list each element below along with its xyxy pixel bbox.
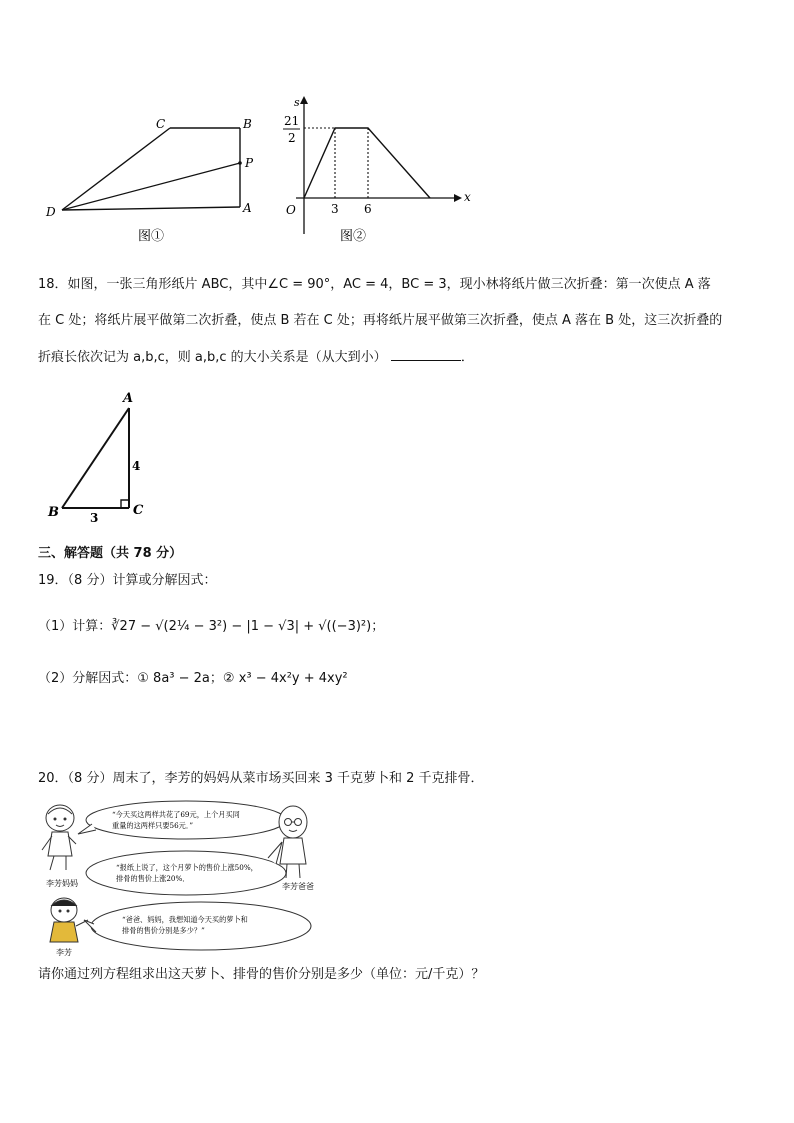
q18-line-3 — [38, 348, 474, 367]
q18-line-3-end: ． — [460, 350, 474, 365]
q20-title: 20．（8 分）周末了，李芳的妈妈从菜市场买回来 3 千克萝卜和 2 千克排骨． — [38, 771, 484, 786]
bubble-1-line-2: 重量的这两样只要56元．” — [112, 821, 194, 830]
q18-answer-blank[interactable] — [391, 348, 461, 361]
q19-title: 19．（8 分）计算或分解因式： — [38, 573, 217, 588]
q20-dialogue-illustration — [36, 800, 346, 960]
dad-name: 李芳爸爸 — [282, 882, 314, 891]
bubble-2-line-2: 排骨的售价上涨20%． — [116, 874, 190, 883]
bubble-2-line-1: “报纸上说了，这个月萝卜的售价上涨50%， — [116, 863, 258, 872]
fig1-label-D: D — [46, 205, 56, 219]
mom-name: 李芳妈妈 — [46, 879, 78, 888]
fig1-caption: 图① — [138, 229, 165, 244]
q18-line-3-text: 折痕长依次记为 a,b,c，则 a,b,c 的大小关系是（从大到小） — [38, 350, 387, 365]
fig2-tick-3: 3 — [331, 202, 339, 216]
q19-part-1: （1）计算：∛27 − √(2¼ − 3²) − |1 − √3| + √((−3)²)； — [38, 619, 385, 634]
fig2-label-O: O — [286, 203, 296, 217]
girl-figure — [50, 898, 88, 942]
fig1-label-A: A — [243, 201, 252, 215]
tri-side-bc: 3 — [90, 511, 99, 522]
girl-name: 李芳 — [56, 948, 72, 957]
bubble-1-line-1: “今天买这两样共花了69元，上个月买同 — [112, 810, 240, 819]
triangle-abc-figure — [40, 386, 160, 522]
tri-label-A: A — [123, 391, 134, 406]
tri-label-C: C — [133, 503, 144, 518]
mom-figure — [42, 805, 76, 870]
q18-line-2: 在 C 处；将纸片展平做第二次折叠，使点 B 若在 C 处；再将纸片展平做第三次折叠，使点 A 落在 B 处，这三次折叠的 — [38, 313, 723, 328]
fig2-caption: 图② — [340, 229, 367, 244]
tri-side-ac: 4 — [132, 459, 141, 473]
q18-line-1: 18．如图，一张三角形纸片 ABC，其中∠C = 90°，AC = 4，BC = 3，现小林将纸片做三次折叠：第一次使点 A 落 — [38, 277, 711, 292]
fig2-tick-6: 6 — [364, 202, 372, 216]
q20-question: 请你通过列方程组求出这天萝卜、排骨的售价分别是多少（单位：元/千克）？ — [38, 967, 485, 982]
tri-label-B: B — [48, 505, 59, 520]
fig2-label-s: s — [294, 96, 300, 109]
fig1-label-C: C — [156, 117, 166, 131]
q19-part-2: （2）分解因式：① 8a³ − 2a；② x³ − 4x²y + 4xy² — [38, 671, 348, 686]
fig1-label-P: P — [245, 156, 254, 170]
figure-2-graph — [278, 88, 478, 248]
fig2-frac-den: 2 — [288, 131, 296, 145]
fig2-frac-num: 21 — [284, 114, 300, 128]
section-3-title: 三、解答题（共 78 分） — [38, 546, 183, 561]
bubble-3-line-2: 排骨的售价分别是多少？” — [122, 926, 205, 935]
figure-1-trapezoid — [40, 112, 270, 247]
bubble-3-line-1: “爸爸、妈妈，我想知道今天买的萝卜和 — [122, 915, 248, 924]
fig1-label-B: B — [243, 117, 252, 131]
fig2-label-x: x — [464, 190, 471, 204]
